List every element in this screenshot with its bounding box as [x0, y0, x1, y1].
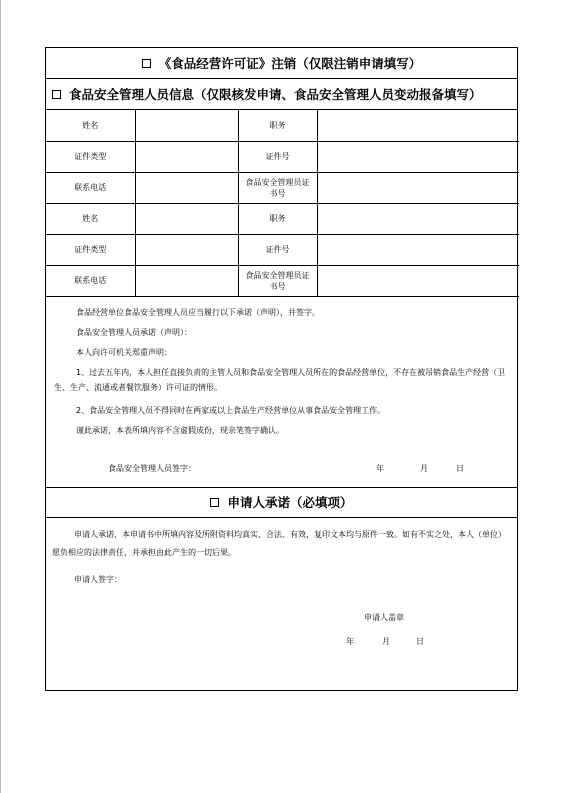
- table-row: [46, 234, 519, 265]
- name-field-1[interactable]: [135, 110, 238, 141]
- id-type-field-2[interactable]: [135, 234, 238, 265]
- pledge-heading: 食品安全管理人员承诺（声明）：: [76, 327, 192, 337]
- cancel-section-title: 《食品经营许可证》注销（仅限注销申请填写）: [158, 56, 422, 71]
- position-label: 职务: [238, 110, 317, 141]
- application-form: [45, 47, 518, 691]
- phone-field-2[interactable]: [135, 265, 238, 296]
- manager-date-month: 月: [420, 463, 428, 473]
- applicant-date-year: 年: [346, 636, 354, 646]
- applicant-section-header: [46, 488, 517, 518]
- name-field-2[interactable]: [135, 203, 238, 234]
- phone-label: 联系电话: [46, 172, 135, 203]
- manager-info-checkbox[interactable]: [52, 90, 61, 99]
- cert-number-field-2[interactable]: [317, 265, 519, 296]
- pledge-item-1: 1、过去五年内，本人担任直接负责的主管人员和食品安全管理人员所在的食品经营单位，不存在被吊销食品生产经营（卫生、生产、流通或者餐饮服务）许可证的情形。: [54, 367, 506, 392]
- applicant-signature-label: 申请人签字：: [74, 574, 122, 584]
- name-label: 姓名: [46, 110, 135, 141]
- manager-section-header: [46, 79, 517, 110]
- pledge-closing: 谨此承诺，本表所填内容不含虚假成份，现亲笔签字确认。: [76, 425, 284, 435]
- table-row: [46, 141, 519, 172]
- manager-signature-label: 食品安全管理人员签字：: [108, 463, 196, 473]
- applicant-date-day: 日: [416, 636, 424, 646]
- table-row: [46, 265, 519, 296]
- table-row: [46, 203, 519, 234]
- applicant-pledge-text: 申请人承诺，本申请书中所填内容及所附资料均真实、合法、有效，复印文本均与原件一致。如有不实之处，本人（单位）愿负相应的法律责任，并承担由此产生的一切后果。: [52, 529, 506, 557]
- manager-info-table: [46, 110, 519, 297]
- pledge-intro: 食品经营单位食品安全管理人员应当履行以下承诺（声明），并签字。: [76, 307, 320, 317]
- id-number-label: 证件号: [238, 234, 317, 265]
- phone-field-1[interactable]: [135, 172, 238, 203]
- manager-signature-field[interactable]: [221, 459, 361, 473]
- position-field-1[interactable]: [317, 110, 519, 141]
- cert-number-label: 食品安全管理员证书号: [238, 265, 317, 296]
- applicant-signature-field[interactable]: [126, 570, 266, 584]
- applicant-checkbox[interactable]: [210, 498, 219, 507]
- table-row: [46, 172, 519, 203]
- cancel-section-header: [46, 48, 517, 79]
- page-edge: [0, 0, 1, 793]
- applicant-seal-label: 申请人盖章: [364, 612, 404, 622]
- pledge-item-2: 2、食品安全管理人员不得同时在两家或以上食品生产经营单位从事食品安全管理工作。: [76, 405, 386, 415]
- id-type-field-1[interactable]: [135, 141, 238, 172]
- applicant-section-title: 申请人承诺（必填项）: [227, 495, 353, 510]
- id-number-field-1[interactable]: [317, 141, 519, 172]
- table-row: [46, 110, 519, 141]
- cancel-checkbox[interactable]: [142, 59, 151, 68]
- cert-number-label: 食品安全管理员证书号: [238, 172, 317, 203]
- position-field-2[interactable]: [317, 203, 519, 234]
- id-type-label: 证件类型: [46, 234, 135, 265]
- applicant-date-month: 月: [382, 636, 390, 646]
- cert-number-field-1[interactable]: [317, 172, 519, 203]
- phone-label: 联系电话: [46, 265, 135, 296]
- position-label: 职务: [238, 203, 317, 234]
- manager-date-day: 日: [456, 463, 464, 473]
- id-number-label: 证件号: [238, 141, 317, 172]
- id-type-label: 证件类型: [46, 141, 135, 172]
- applicant-pledge-block: [46, 518, 517, 690]
- name-label: 姓名: [46, 203, 135, 234]
- pledge-declare: 本人向许可机关郑重声明：: [76, 347, 172, 357]
- manager-pledge-block: [46, 297, 517, 488]
- manager-section-title: 食品安全管理人员信息（仅限核发申请、食品安全管理人员变动报备填写）: [69, 87, 482, 102]
- id-number-field-2[interactable]: [317, 234, 519, 265]
- manager-date-year: 年: [376, 463, 384, 473]
